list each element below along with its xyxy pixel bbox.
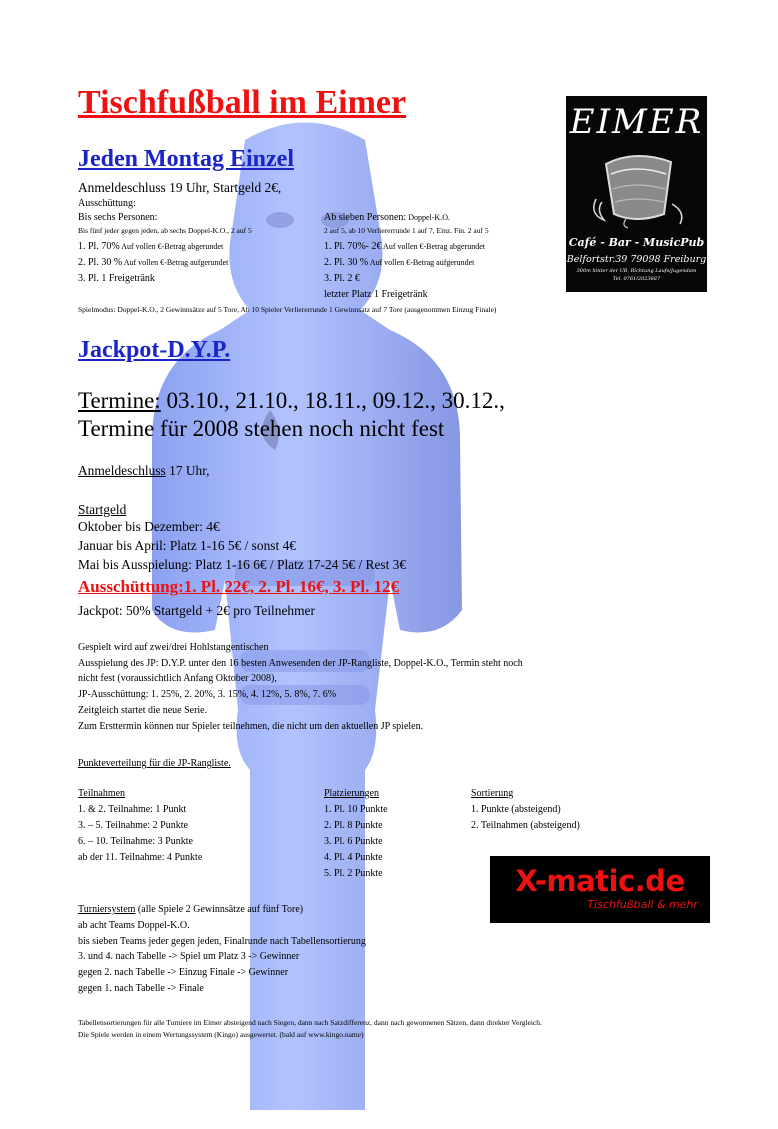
xmatic-logo-main: X-matic.de [515, 864, 685, 898]
montag-right-mode: 2 auf 5, ab 10 Verliererrunde 1 auf 7, Einz. Fin. 2 auf 5 [324, 226, 489, 235]
xmatic-logo-sub: Tischfußball & mehr [587, 898, 698, 911]
startgeld-label: Startgeld [78, 502, 127, 517]
info-line-2: Ausspielung des JP: D.Y.P. unter den 16 besten Anwesenden der JP-Rangliste, Doppel-K.O., Termin steht noch [78, 658, 523, 669]
footer-line-1: Tabellensortierungen für alle Turniere im Eimer absteigend nach Siegen, dann nach Satzdifferenz, dann nach gewonnenen Sätzen, dann direkter Vergleich. [78, 1018, 542, 1027]
montag-right-head: Ab sieben Personen: Doppel-K.O. [324, 212, 450, 223]
platz-row-5: 5. Pl. 2 Punkte [324, 868, 383, 879]
jackpot-termine-2008: Termine für 2008 stehen noch nicht fest [78, 416, 445, 441]
teilnahmen-row-1: 1. & 2. Teilnahme: 1 Punkt [78, 804, 187, 815]
sort-head: Sortierung [471, 788, 514, 799]
montag-heading: Jeden Montag Einzel [78, 146, 294, 172]
montag-left-mode: Bis fünf jeder gegen jeden, ab sechs Doppel-K.O., 2 auf 5 [78, 226, 252, 235]
jackpot-anmeldung: Anmeldeschluss 17 Uhr, [78, 463, 210, 478]
turnier-row-2: bis sieben Teams jeder gegen jeden, Finalrunde nach Tabellensortierung [78, 936, 366, 947]
montag-right-row-3: 3. Pl. 2 € [324, 273, 360, 284]
sort-row-2: 2. Teilnahmen (absteigend) [471, 820, 580, 831]
info-line-4: JP-Ausschüttung: 1. 25%, 2. 20%, 3. 15%, 4. 12%, 5. 8%, 7. 6% [78, 689, 337, 700]
info-line-3: nicht fest (voraussichtlich Anfang Oktober 2008), [78, 673, 277, 684]
startgeld-row-1: Oktober bis Dezember: 4€ [78, 519, 220, 534]
xmatic-logo [490, 856, 710, 923]
platz-row-2: 2. Pl. 8 Punkte [324, 820, 383, 831]
montag-left-row-2: 2. Pl. 30 % Auf vollen €-Betrag aufgerundet [78, 257, 229, 268]
turnier-row-3: 3. und 4. nach Tabelle -> Spiel um Platz 3 -> Gewinner [78, 951, 300, 962]
info-line-5: Zeitgleich startet die neue Serie. [78, 705, 208, 716]
montag-right-row-4: letzter Platz 1 Freigetränk [324, 289, 428, 300]
startgeld-row-3: Mai bis Ausspielung: Platz 1-16 6€ / Platz 17-24 5€ / Rest 3€ [78, 557, 407, 572]
montag-spielmodus: Spielmodus: Doppel-K.O., 2 Gewinnsätze auf 5 Tore, Ab 10 Spieler Verliererrunde 1 Gewinnsatz auf 7 Tore (ausgenommen Einzug Finale) [78, 305, 497, 314]
sort-row-1: 1. Punkte (absteigend) [471, 804, 561, 815]
eimer-logo-note: 300m hinter der UB, Richtung Laufs/Jugendam [576, 268, 697, 274]
startgeld-row-2: Januar bis April: Platz 1-16 5€ / sonst 4€ [78, 538, 296, 553]
teilnahmen-row-2: 3. – 5. Teilnahme: 2 Punkte [78, 820, 188, 831]
eimer-logo-tagline: Café - Bar - MusicPub [568, 236, 705, 249]
montag-left-head: Bis sechs Personen: [78, 212, 158, 223]
turnier-heading: Turniersystem (alle Spiele 2 Gewinnsätze auf fünf Tore) [78, 904, 304, 915]
platz-row-4: 4. Pl. 4 Punkte [324, 852, 383, 863]
page-title: Tischfußball im Eimer [78, 84, 407, 121]
eimer-logo-word: EIMER [569, 102, 704, 142]
platz-head: Platzierungen [324, 788, 379, 799]
teilnahmen-row-4: ab der 11. Teilnahme: 4 Punkte [78, 852, 203, 863]
montag-left-row-1: 1. Pl. 70% Auf vollen €-Betrag abgerundet [78, 241, 224, 252]
platz-row-3: 3. Pl. 6 Punkte [324, 836, 383, 847]
platz-row-1: 1. Pl. 10 Punkte [324, 804, 388, 815]
turnier-row-1: ab acht Teams Doppel-K.O. [78, 920, 190, 931]
eimer-logo-tel: Tel. 0761/2023687 [612, 276, 661, 282]
jackpot-ausschuettung: Ausschüttung:1. Pl. 22€, 2. Pl. 16€, 3. Pl. 12€ [78, 577, 400, 596]
jackpot-line: Jackpot: 50% Startgeld + 2€ pro Teilnehmer [78, 603, 315, 618]
jackpot-heading: Jackpot-D.Y.P. [78, 337, 231, 363]
montag-ausschuettung: Ausschüttung: [78, 198, 136, 209]
montag-right-row-1: 1. Pl. 70%- 2€ Auf vollen €-Betrag abgerundet [324, 241, 486, 252]
turnier-row-4: gegen 2. nach Tabelle -> Einzug Finale -> Gewinner [78, 967, 289, 978]
montag-right-row-2: 2. Pl. 30 % Auf vollen €-Betrag aufgerundet [324, 257, 475, 268]
teilnahmen-head: Teilnahmen [78, 788, 126, 799]
teilnahmen-row-3: 6. – 10. Teilnahme: 3 Punkte [78, 836, 193, 847]
montag-left-row-3: 3. Pl. 1 Freigetränk [78, 273, 155, 284]
montag-anmeldung: Anmeldeschluss 19 Uhr, Startgeld 2€, [78, 180, 282, 195]
eimer-logo [566, 96, 707, 292]
info-line-6: Zum Ersttermin können nur Spieler teilnehmen, die nicht um den aktuellen JP spielen. [78, 721, 424, 732]
info-line-1: Gespielt wird auf zwei/drei Hohlstangentischen [78, 642, 269, 653]
footer-line-2: Die Spiele werden in einem Wertungssystem (Kingo) ausgewertet. (bald auf www.kingo.name) [78, 1030, 364, 1039]
turnier-row-5: gegen 1. nach Tabelle -> Finale [78, 983, 204, 994]
bucket-icon [586, 144, 691, 229]
eimer-logo-address: Belfortstr.39 79098 Freiburg [566, 254, 707, 265]
punkte-heading: Punkteverteilung für die JP-Rangliste. [78, 758, 231, 769]
jackpot-termine: Termine: 03.10., 21.10., 18.11., 09.12., 30.12., [78, 388, 505, 413]
